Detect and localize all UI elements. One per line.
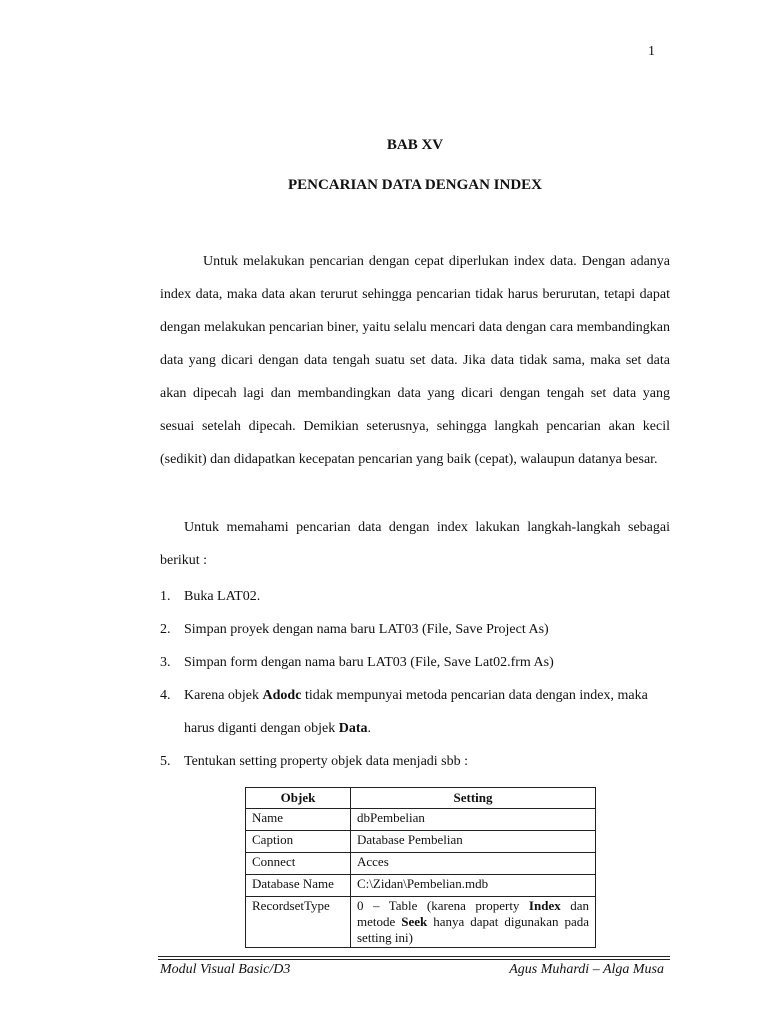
list-number: 4.	[160, 688, 171, 703]
list-number: 2.	[160, 622, 171, 637]
footer-left: Modul Visual Basic/D3	[160, 962, 291, 977]
table-cell: Acces	[351, 853, 596, 875]
table-row	[246, 809, 596, 831]
list-text: Tentukan setting property objek data menjadi sbb :	[184, 754, 469, 769]
table-cell: Caption	[246, 831, 351, 853]
table-cell: C:\Zidan\Pembelian.mdb	[351, 875, 596, 897]
page-title: PENCARIAN DATA DENGAN INDEX	[287, 177, 543, 193]
property-table	[245, 787, 596, 948]
table-cell	[351, 897, 596, 948]
header-setting: Setting	[351, 788, 596, 809]
table-cell: RecordsetType	[246, 897, 351, 948]
table-row	[246, 897, 596, 948]
list-number: 5.	[160, 754, 171, 769]
table-cell: Connect	[246, 853, 351, 875]
list-text	[184, 712, 670, 745]
text-run: 0 – Table (karena property	[357, 898, 529, 913]
table-cell: Database Name	[246, 875, 351, 897]
text-run: dan metode	[357, 898, 589, 929]
table-row	[246, 875, 596, 897]
bold-term-index: Index	[528, 898, 561, 913]
list-text	[184, 679, 670, 712]
bold-term-data: Data	[338, 721, 368, 736]
table-cell: dbPembelian	[351, 809, 596, 831]
list-text: Buka LAT02.	[184, 589, 261, 604]
text-run: Karena objek	[184, 688, 263, 703]
table-row	[246, 831, 596, 853]
page-number: 1	[648, 44, 655, 59]
table-cell: Name	[246, 809, 351, 831]
table-row	[246, 853, 596, 875]
footer-right: Agus Muhardi – Alga Musa	[509, 962, 664, 977]
text-run: harus diganti dengan objek	[184, 721, 339, 736]
text-run: hanya dapat digunakan pada setting ini)	[357, 914, 589, 945]
header-objek: Objek	[246, 788, 351, 809]
footer-divider-thin	[158, 959, 670, 960]
steps-intro-paragraph: Untuk memahami pencarian data dengan index lakukan langkah-langkah sebagai berikut :	[160, 520, 670, 568]
text-run: tidak mempunyai metoda pencarian data dengan index, maka	[301, 688, 648, 703]
list-text: Simpan form dengan nama baru LAT03 (File, Save Lat02.frm As)	[184, 655, 554, 670]
table-header-row	[246, 788, 596, 809]
text-run: .	[367, 721, 372, 736]
bold-term-seek: Seek	[401, 914, 428, 929]
table-cell: Database Pembelian	[351, 831, 596, 853]
bold-term-adodc: Adodc	[262, 688, 302, 703]
list-text: Simpan proyek dengan nama baru LAT03 (File, Save Project As)	[184, 622, 549, 637]
footer-divider	[158, 956, 670, 957]
chapter-heading: BAB XV	[386, 137, 444, 153]
list-number: 1.	[160, 589, 171, 604]
intro-paragraph: Untuk melakukan pencarian dengan cepat diperlukan index data. Dengan adanya index data, maka data akan terurut sehingga pencarian tidak harus berurutan, tetapi dapat dengan melakukan pencarian biner, yaitu selalu mencari data dengan cara membandingkan data yang dicari dengan data tengah suatu set data. Jika data tidak sama, maka set data akan dipecah lagi dan membandingkan data yang dicari dengan tengah set data yang sesuai setelah dipecah. Demikian seterusnya, sehingga langkah pencarian akan kecil (sedikit) dan didapatkan kecepatan pencarian yang baik (cepat), walaupun datanya besar.	[160, 254, 670, 467]
list-number: 3.	[160, 655, 171, 670]
